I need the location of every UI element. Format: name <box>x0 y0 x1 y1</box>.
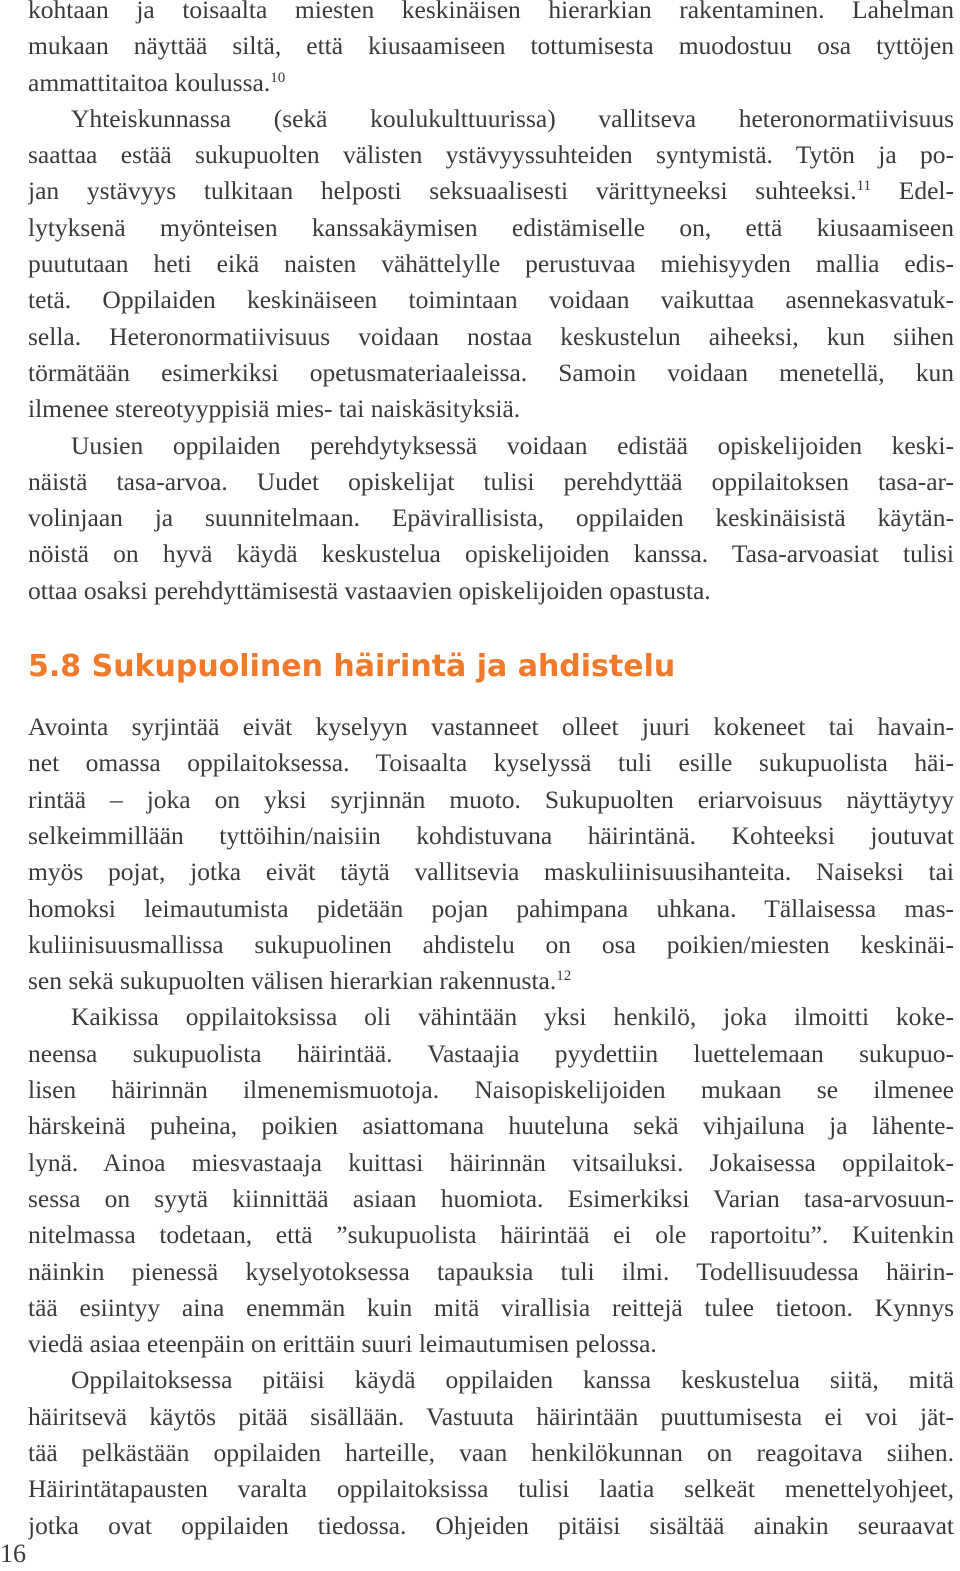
text-line <box>28 0 954 28</box>
line-text-continued: Edel- <box>871 176 954 206</box>
text-line <box>28 1326 954 1362</box>
text-line <box>28 137 954 173</box>
line-text: kohtaan ja toisaalta miesten keskinäisen hierarkian rakentaminen. Lahelman <box>28 0 954 24</box>
text-line <box>28 500 954 536</box>
text-line <box>28 1072 954 1108</box>
line-text: sella. Heteronormatiivisuus voidaan nostaa keskustelun aiheeksi, kun siihen <box>28 321 954 351</box>
line-text: lisen häirinnän ilmenemismuotoja. Naisopiskelijoiden mukaan se ilmenee <box>28 1075 954 1105</box>
line-text: törmätään esimerkiksi opetusmateriaaleissa. Samoin voidaan menetellä, kun <box>28 357 954 387</box>
line-text: Uusien oppilaiden perehdytyksessä voidaan edistää opiskelijoiden keski- <box>71 430 954 460</box>
line-text: myös pojat, jotka eivät täytä vallitsevia maskuliinisuusihanteita. Naiseksi tai <box>28 857 954 887</box>
line-text: ottaa osaksi perehdyttämisestä vastaavien opiskelijoiden opastusta. <box>28 575 711 605</box>
line-text: viedä asiaa eteenpäin on erittäin suuri leimautumisen pelossa. <box>28 1329 657 1359</box>
line-text: ilmenee stereotyyppisiä mies- tai naiskäsityksiä. <box>28 394 521 424</box>
text-line <box>28 1145 954 1181</box>
line-text: sen sekä sukupuolten välisen hierarkian rakennusta. <box>28 966 557 996</box>
text-line <box>28 963 954 999</box>
footnote-ref: 11 <box>856 178 872 195</box>
text-line <box>28 282 954 318</box>
line-text: Kaikissa oppilaitoksissa oli vähintään yksi henkilö, joka ilmoitti koke- <box>71 1002 954 1032</box>
text-line <box>28 28 954 64</box>
line-text: nöistä on hyvä käydä keskustelua opiskelijoiden kanssa. Tasa-arvoasiat tulisi <box>28 539 954 569</box>
text-line <box>28 745 954 781</box>
text-line <box>28 1362 954 1398</box>
line-text: saattaa estää sukupuolten välisten ystävyyssuhteiden syntymistä. Tytön ja po- <box>28 140 954 170</box>
document-page <box>28 0 954 1544</box>
line-text: häiritsevä käytös pitää sisällään. Vastuuta häirintään puuttumisesta ei voi jät- <box>28 1401 954 1431</box>
line-text: näinkin pienessä kyselyotoksessa tapauksia tuli ilmi. Todellisuudessa häirin- <box>28 1256 954 1286</box>
text-line <box>28 210 954 246</box>
paragraph <box>28 0 954 101</box>
line-text: volinjaan ja suunnitelmaan. Epävirallisista, oppilaiden keskinäisistä käytän- <box>28 503 954 533</box>
text-line <box>28 391 954 427</box>
line-text: jotka ovat oppilaiden tiedossa. Ohjeiden pitäisi sisältää ainakin seuraavat <box>28 1510 954 1540</box>
line-text: ammattitaitoa koulussa. <box>28 67 271 97</box>
text-line <box>28 1108 954 1144</box>
text-line <box>28 1399 954 1435</box>
text-line <box>28 1290 954 1326</box>
text-line <box>28 1217 954 1253</box>
text-line <box>28 1181 954 1217</box>
text-line <box>28 818 954 854</box>
text-line <box>28 999 954 1035</box>
line-text: rintää – joka on yksi syrjinnän muoto. Sukupuolten eriarvoisuus näyttäytyy <box>28 784 954 814</box>
line-text: härskeinä puheina, poikien asiattomana huuteluna sekä vihjailuna ja lähente- <box>28 1111 954 1141</box>
text-line <box>28 891 954 927</box>
line-text: nitelmassa todetaan, että ”sukupuolista häirintää ei ole raportoitu”. Kuitenkin <box>28 1220 954 1250</box>
line-text: lynä. Ainoa miesvastaaja kuittasi häirinnän vitsailuksi. Jokaisessa oppilaitok- <box>28 1147 954 1177</box>
text-line <box>28 709 954 745</box>
line-text: lytyksenä myönteisen kanssakäymisen edistämiselle on, että kiusaamiseen <box>28 212 954 242</box>
line-text: Avointa syrjintää eivät kyselyyn vastanneet olleet juuri kokeneet tai havain- <box>28 712 954 742</box>
text-line <box>28 173 954 209</box>
paragraph <box>28 709 954 999</box>
paragraph <box>28 428 954 609</box>
body-text-bottom <box>28 709 954 1544</box>
text-line <box>28 1471 954 1507</box>
text-line <box>28 1254 954 1290</box>
line-text: tetä. Oppilaiden keskinäiseen toimintaan voidaan vaikuttaa asennekasvatuk- <box>28 285 954 315</box>
line-text: sessa on syytä kiinnittää asiaan huomiota. Esimerkiksi Varian tasa-arvosuun- <box>28 1183 954 1213</box>
text-line <box>28 573 954 609</box>
paragraph <box>28 1362 954 1543</box>
line-text: puututaan heti eikä naisten vähättelylle perustuvaa miehisyyden mallia edis- <box>28 249 954 279</box>
line-text: kuliinisuusmallissa sukupuolinen ahdistelu on osa poikien/miesten keskinäi- <box>28 929 954 959</box>
text-line <box>28 536 954 572</box>
paragraph <box>28 101 954 428</box>
line-text: jan ystävyys tulkitaan helposti seksuaalisesti värittyneeksi suhteeksi. <box>28 176 857 206</box>
line-text: Yhteiskunnassa (sekä koulukulttuurissa) vallitseva heteronormatiivisuus <box>71 103 954 133</box>
line-text: selkeimmillään tyttöihin/naisiin kohdistuvana häirintänä. Kohteeksi joutuvat <box>28 820 954 850</box>
section-heading: 5.8 Sukupuolinen häirintä ja ahdistelu <box>28 649 676 685</box>
text-line <box>28 1435 954 1471</box>
text-line <box>28 428 954 464</box>
line-text: näistä tasa-arvoa. Uudet opiskelijat tulisi perehdyttää oppilaitoksen tasa-ar- <box>28 466 954 496</box>
footnote-ref: 12 <box>556 968 572 985</box>
text-line <box>28 854 954 890</box>
page-number: 16 <box>0 1539 26 1568</box>
line-text: mukaan näyttää siltä, että kiusaamiseen tottumisesta muodostuu osa tyttöjen <box>28 31 954 61</box>
text-line <box>28 782 954 818</box>
text-line <box>28 65 954 101</box>
text-line <box>28 355 954 391</box>
paragraph <box>28 999 954 1362</box>
line-text: net omassa oppilaitoksessa. Toisaalta kyselyssä tuli esille sukupuolista häi- <box>28 748 954 778</box>
text-line <box>28 1036 954 1072</box>
line-text: Häirintätapausten varalta oppilaitoksissa tulisi laatia selkeät menettelyohjeet, <box>28 1474 954 1504</box>
line-text: homoksi leimautumista pidetään pojan pahimpana uhkana. Tällaisessa mas- <box>28 893 954 923</box>
line-text: neensa sukupuolista häirintää. Vastaajia pyydettiin luettelemaan sukupuo- <box>28 1038 954 1068</box>
text-line <box>28 246 954 282</box>
text-line <box>28 1508 954 1544</box>
text-line <box>28 319 954 355</box>
text-line <box>28 101 954 137</box>
text-line <box>28 927 954 963</box>
line-text: tää esiintyy aina enemmän kuin mitä virallisia reittejä tulee tietoon. Kynnys <box>28 1292 954 1322</box>
body-text-top <box>28 0 954 609</box>
text-line <box>28 464 954 500</box>
line-text: tää pelkästään oppilaiden harteille, vaan henkilökunnan on reagoitava siihen. <box>28 1437 954 1467</box>
footnote-ref: 10 <box>270 69 286 86</box>
line-text: Oppilaitoksessa pitäisi käydä oppilaiden kanssa keskustelua siitä, mitä <box>71 1365 954 1395</box>
